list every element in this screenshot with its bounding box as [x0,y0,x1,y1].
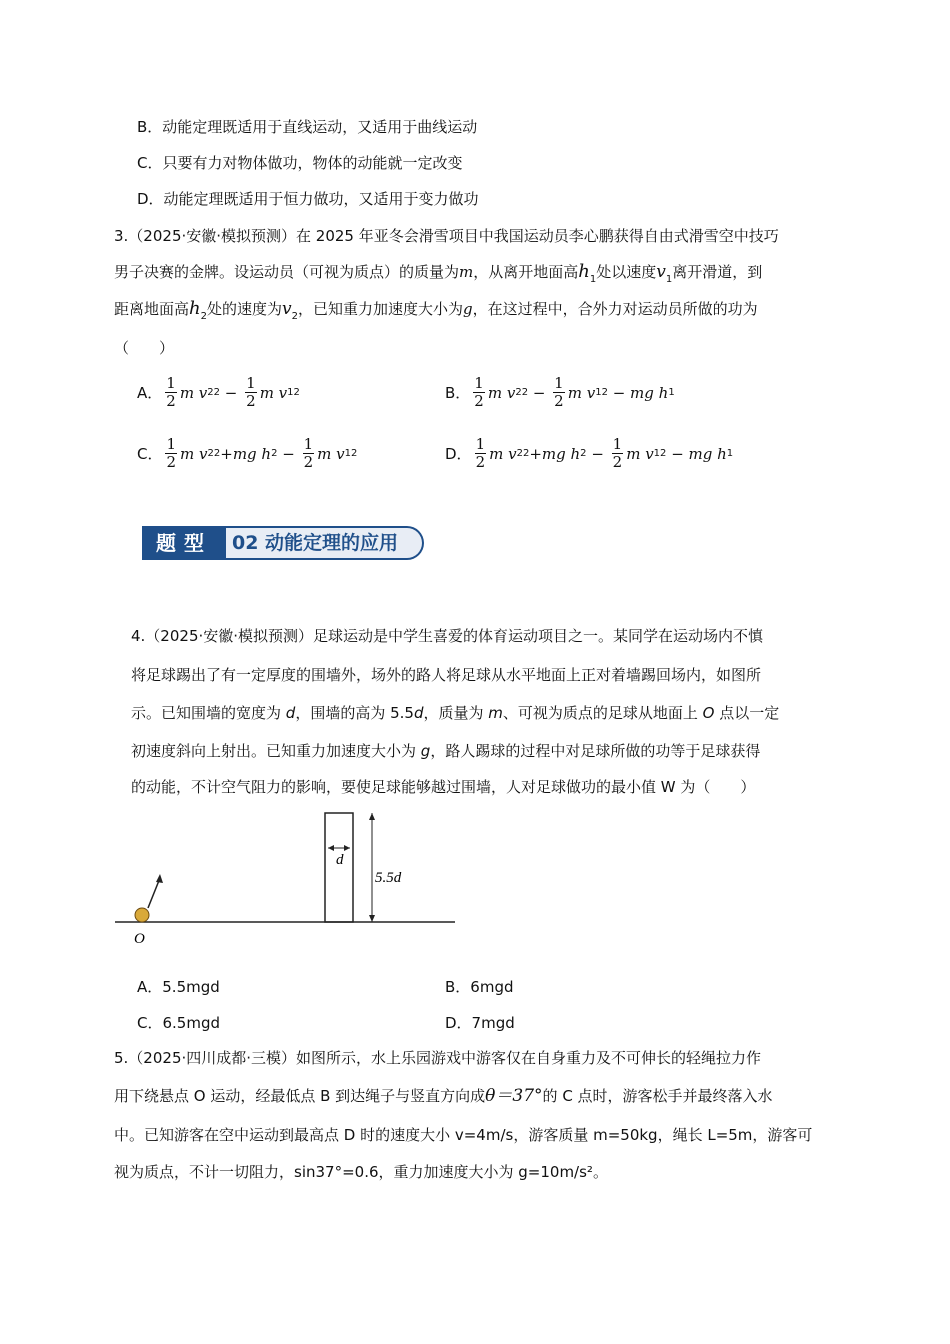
velocity-arrow [148,878,160,908]
q3-line3: 距离地面高$h_2$处的速度为$v_2$，已知重力加速度大小为g，在这过程中，合外力对运动员所做的功为 [114,298,758,322]
q4-option-d: D．7mgd [445,1014,515,1032]
q2-option-d: D．动能定理既适用于恒力做功，又适用于变力做功 [137,190,479,208]
q3-line1: 3.（2025·安徽·模拟预测）在 2025 年亚冬会滑雪项目中我国运动员李心鹏获得自由式滑雪空中技巧 [114,227,779,245]
q3-option-c: C． $\frac{1}{2}$ m v 2 2 + mg h 2 − $\frac{1}{2}$ m v 1 2 [137,435,358,471]
q3-option-b: B． $\frac{1}{2}$ m v 2 2 − $\frac{1}{2}$ m v 1 2 − mg h 1 [445,374,675,410]
q4-line2: 将足球踢出了有一定厚度的围墙外，场外的路人将足球从水平地面上正对着墙踢回场内，如图所 [131,666,762,684]
q5-line1: 5.（2025·四川成都·三模）如图所示，水上乐园游戏中游客仅在自身重力及不可伸长的轻绳拉力作 [114,1049,762,1067]
section-banner [142,522,432,562]
q3-line2: 男子决赛的金牌。设运动员（可视为质点）的质量为m，从离开地面高$h_1$处以速度$v_1$离开滑道，到 [114,261,763,285]
q4-line5: 的动能，不计空气阻力的影响，要使足球能够越过围墙，人对足球做功的最小值 W 为（ ） [131,778,756,796]
q4-line1: 4.（2025·安徽·模拟预测）足球运动是中学生喜爱的体育运动项目之一。某同学在运动场内不慎 [131,627,764,645]
q4-option-c: C．6.5mgd [137,1014,220,1032]
section-title: 02 动能定理的应用 [232,532,399,554]
q2-option-b: B．动能定理既适用于直线运动，又适用于曲线运动 [137,118,478,136]
height-label: 5.5d [375,870,402,886]
q4-line3: 示。已知围墙的宽度为 d，围墙的高为 5.5d，质量为 m、可视为质点的足球从地面上 O 点以一定 [131,704,780,722]
width-label: d [336,852,344,868]
q2-option-c: C．只要有力对物体做功，物体的动能就一定改变 [137,154,463,172]
q3-option-d: D． $\frac{1}{2}$ m v 2 2 + mg h 2 − $\frac{1}{2}$ m v 1 2 − mg h 1 [445,435,734,471]
section-tag: 题型 [142,526,226,560]
q4-line4: 初速度斜向上射出。已知重力加速度大小为 g，路人踢球的过程中对足球所做的功等于足球获得 [131,742,761,760]
q5-line3: 中。已知游客在空中运动到最高点 D 时的速度大小 v=4m/s，游客质量 m=50kg，绳长 L=5m，游客可 [114,1126,813,1144]
q5-line2: 用下绕悬点 O 运动，经最低点 B 到达绳子与竖直方向成θ＝37°的 C 点时，游客松手并最终落入水 [114,1086,773,1106]
wall-figure [110,808,460,948]
football-icon [135,908,149,922]
q3-option-a: A． $\frac{1}{2}$ m v 2 2 − $\frac{1}{2}$ m v 1 2 [137,374,300,410]
q3-answer-paren: （ ） [114,339,175,357]
q5-line4: 视为质点，不计一切阻力，sin37°=0.6，重力加速度大小为 g=10m/s²。 [114,1163,608,1181]
q4-option-b: B．6mgd [445,978,514,996]
origin-label: O [134,931,145,947]
q4-option-a: A．5.5mgd [137,978,220,996]
